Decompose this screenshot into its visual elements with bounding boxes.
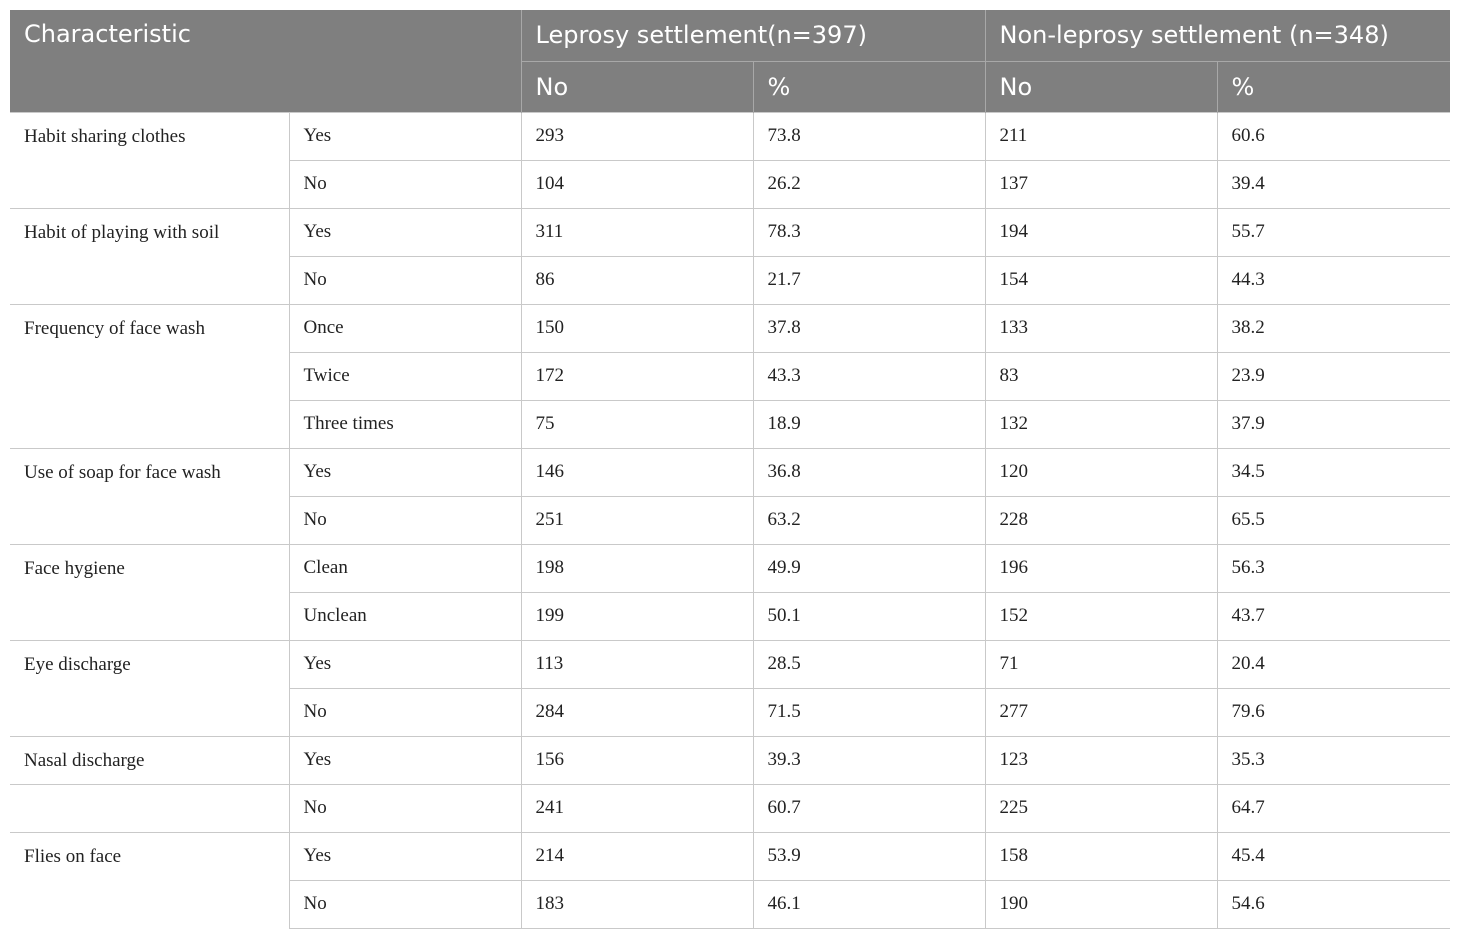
leprosy-no-cell: 311 — [521, 208, 753, 256]
non-leprosy-pct-cell: 44.3 — [1217, 256, 1450, 304]
non-leprosy-no-cell: 196 — [985, 544, 1217, 592]
leprosy-pct-cell: 78.3 — [753, 208, 985, 256]
table-row — [10, 640, 1450, 688]
non-leprosy-no-cell: 71 — [985, 640, 1217, 688]
header-leprosy-settlement: Leprosy settlement(n=397) — [521, 10, 985, 61]
non-leprosy-pct-cell: 23.9 — [1217, 352, 1450, 400]
leprosy-pct-cell: 46.1 — [753, 880, 985, 928]
non-leprosy-pct-cell: 20.4 — [1217, 640, 1450, 688]
row-level: No — [289, 496, 521, 544]
row-characteristic — [10, 784, 289, 832]
leprosy-no-cell: 183 — [521, 880, 753, 928]
table-row — [10, 544, 1450, 592]
row-level: No — [289, 880, 521, 928]
leprosy-pct-cell: 18.9 — [753, 400, 985, 448]
header-non-leprosy-no: No — [985, 61, 1217, 112]
non-leprosy-pct-cell: 60.6 — [1217, 112, 1450, 160]
header-non-leprosy-pct: % — [1217, 61, 1450, 112]
row-level: Twice — [289, 352, 521, 400]
non-leprosy-pct-cell: 65.5 — [1217, 496, 1450, 544]
non-leprosy-no-cell: 211 — [985, 112, 1217, 160]
non-leprosy-no-cell: 194 — [985, 208, 1217, 256]
non-leprosy-no-cell: 228 — [985, 496, 1217, 544]
leprosy-pct-cell: 26.2 — [753, 160, 985, 208]
non-leprosy-pct-cell: 55.7 — [1217, 208, 1450, 256]
row-characteristic: Use of soap for face wash — [10, 448, 289, 544]
non-leprosy-no-cell: 277 — [985, 688, 1217, 736]
leprosy-pct-cell: 39.3 — [753, 736, 985, 784]
row-level: Once — [289, 304, 521, 352]
leprosy-no-cell: 86 — [521, 256, 753, 304]
row-level: No — [289, 160, 521, 208]
row-characteristic: Face hygiene — [10, 544, 289, 640]
header-leprosy-pct: % — [753, 61, 985, 112]
leprosy-no-cell: 104 — [521, 160, 753, 208]
non-leprosy-pct-cell: 45.4 — [1217, 832, 1450, 880]
non-leprosy-no-cell: 132 — [985, 400, 1217, 448]
row-characteristic: Flies on face — [10, 832, 289, 928]
leprosy-no-cell: 241 — [521, 784, 753, 832]
header-non-leprosy-settlement: Non-leprosy settlement (n=348) — [985, 10, 1450, 61]
non-leprosy-pct-cell: 39.4 — [1217, 160, 1450, 208]
leprosy-no-cell: 75 — [521, 400, 753, 448]
leprosy-no-cell: 146 — [521, 448, 753, 496]
row-characteristic: Habit of playing with soil — [10, 208, 289, 304]
row-characteristic: Nasal discharge — [10, 736, 289, 784]
leprosy-no-cell: 251 — [521, 496, 753, 544]
row-characteristic: Frequency of face wash — [10, 304, 289, 448]
table-row — [10, 112, 1450, 160]
row-level: Unclean — [289, 592, 521, 640]
table-row — [10, 304, 1450, 352]
row-characteristic: Habit sharing clothes — [10, 112, 289, 208]
row-level: Clean — [289, 544, 521, 592]
non-leprosy-no-cell: 154 — [985, 256, 1217, 304]
row-level: Three times — [289, 400, 521, 448]
row-level: No — [289, 256, 521, 304]
table-row — [10, 448, 1450, 496]
non-leprosy-no-cell: 133 — [985, 304, 1217, 352]
non-leprosy-pct-cell: 64.7 — [1217, 784, 1450, 832]
leprosy-pct-cell: 36.8 — [753, 448, 985, 496]
leprosy-pct-cell: 28.5 — [753, 640, 985, 688]
non-leprosy-pct-cell: 35.3 — [1217, 736, 1450, 784]
leprosy-pct-cell: 63.2 — [753, 496, 985, 544]
row-level: Yes — [289, 112, 521, 160]
leprosy-pct-cell: 21.7 — [753, 256, 985, 304]
table-row — [10, 736, 1450, 784]
leprosy-pct-cell: 60.7 — [753, 784, 985, 832]
table-row — [10, 208, 1450, 256]
non-leprosy-no-cell: 120 — [985, 448, 1217, 496]
non-leprosy-pct-cell: 79.6 — [1217, 688, 1450, 736]
non-leprosy-no-cell: 225 — [985, 784, 1217, 832]
row-level: No — [289, 784, 521, 832]
leprosy-pct-cell: 43.3 — [753, 352, 985, 400]
leprosy-no-cell: 172 — [521, 352, 753, 400]
leprosy-no-cell: 156 — [521, 736, 753, 784]
leprosy-pct-cell: 37.8 — [753, 304, 985, 352]
leprosy-no-cell: 113 — [521, 640, 753, 688]
leprosy-no-cell: 284 — [521, 688, 753, 736]
non-leprosy-pct-cell: 54.6 — [1217, 880, 1450, 928]
header-leprosy-no: No — [521, 61, 753, 112]
non-leprosy-no-cell: 190 — [985, 880, 1217, 928]
leprosy-pct-cell: 50.1 — [753, 592, 985, 640]
non-leprosy-pct-cell: 37.9 — [1217, 400, 1450, 448]
non-leprosy-no-cell: 158 — [985, 832, 1217, 880]
non-leprosy-no-cell: 137 — [985, 160, 1217, 208]
leprosy-no-cell: 198 — [521, 544, 753, 592]
table-header — [10, 10, 1450, 112]
table-row — [10, 784, 1450, 832]
non-leprosy-no-cell: 152 — [985, 592, 1217, 640]
leprosy-pct-cell: 49.9 — [753, 544, 985, 592]
leprosy-no-cell: 214 — [521, 832, 753, 880]
leprosy-pct-cell: 71.5 — [753, 688, 985, 736]
non-leprosy-pct-cell: 56.3 — [1217, 544, 1450, 592]
non-leprosy-pct-cell: 38.2 — [1217, 304, 1450, 352]
non-leprosy-pct-cell: 34.5 — [1217, 448, 1450, 496]
row-level: Yes — [289, 448, 521, 496]
non-leprosy-no-cell: 83 — [985, 352, 1217, 400]
row-level: Yes — [289, 736, 521, 784]
header-characteristic: Characteristic — [10, 10, 521, 112]
leprosy-pct-cell: 53.9 — [753, 832, 985, 880]
leprosy-no-cell: 199 — [521, 592, 753, 640]
row-level: No — [289, 688, 521, 736]
row-level: Yes — [289, 208, 521, 256]
non-leprosy-pct-cell: 43.7 — [1217, 592, 1450, 640]
row-level: Yes — [289, 640, 521, 688]
leprosy-no-cell: 293 — [521, 112, 753, 160]
data-table — [10, 10, 1450, 929]
row-characteristic: Eye discharge — [10, 640, 289, 736]
table-body — [10, 112, 1450, 928]
non-leprosy-no-cell: 123 — [985, 736, 1217, 784]
leprosy-pct-cell: 73.8 — [753, 112, 985, 160]
row-level: Yes — [289, 832, 521, 880]
table-row — [10, 832, 1450, 880]
leprosy-no-cell: 150 — [521, 304, 753, 352]
